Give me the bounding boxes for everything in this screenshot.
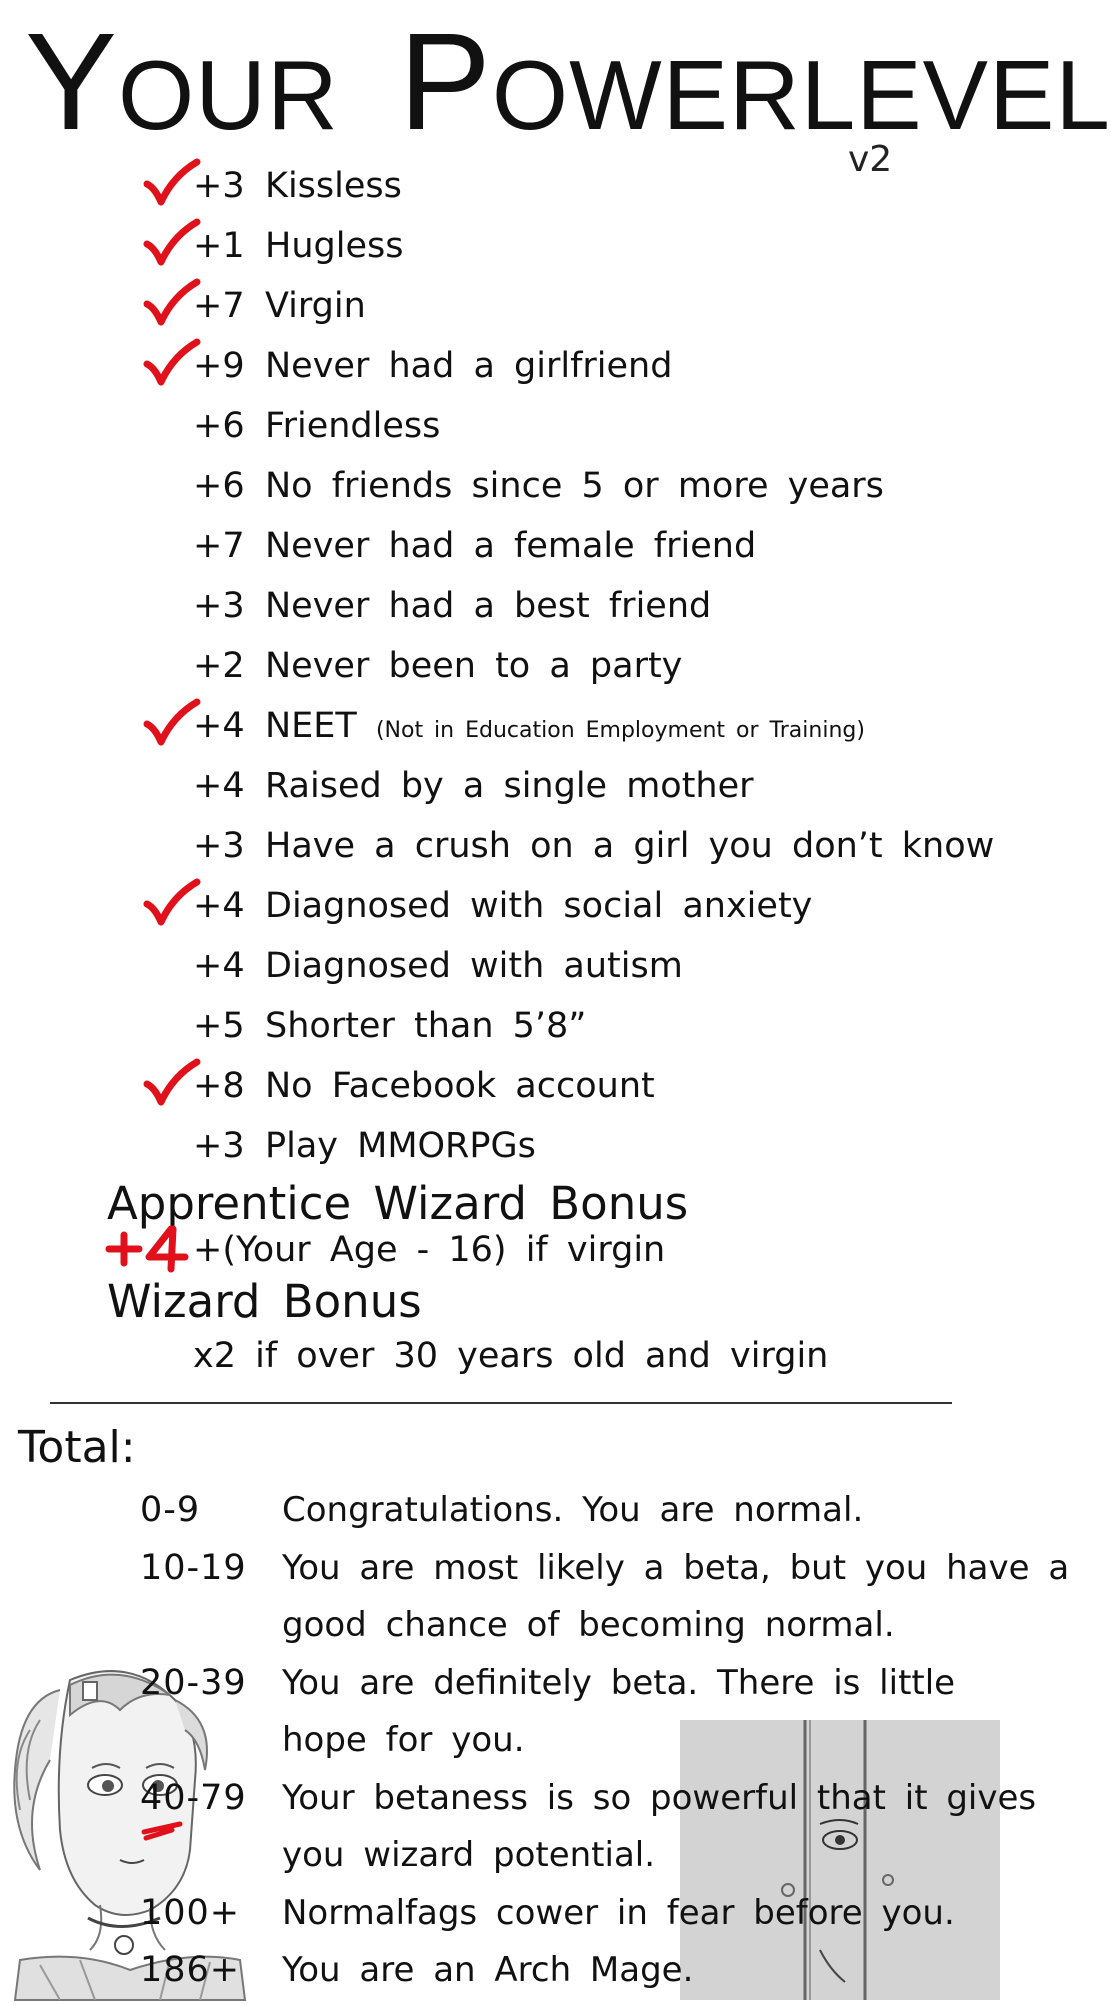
- red-checkmark-icon: [143, 218, 201, 268]
- criterion-points: +4: [193, 886, 245, 926]
- criterion-points: +5: [193, 1006, 245, 1046]
- result-description: you wizard potential.: [282, 1835, 656, 1875]
- red-checkmark-icon: [143, 878, 201, 928]
- criterion-label: [265, 522, 756, 570]
- criterion-label: [265, 402, 440, 450]
- title-rest-1: OUR: [118, 40, 339, 150]
- criterion-text: Diagnosed with social anxiety: [265, 886, 813, 926]
- criterion-points: +6: [193, 466, 245, 506]
- criterion-row: [0, 462, 1000, 510]
- result-description: You are most likely a beta, but you have a: [282, 1547, 1070, 1588]
- criterion-text: Never had a best friend: [265, 586, 712, 626]
- criterion-text: Raised by a single mother: [265, 766, 754, 806]
- red-checkmark-icon: [143, 338, 201, 388]
- wizard-bonus-rule: x2 if over 30 years old and virgin: [193, 1336, 829, 1376]
- criterion-row: [0, 162, 1000, 210]
- result-description: hope for you.: [282, 1720, 525, 1760]
- criterion-label: [265, 822, 994, 870]
- criterion-label: [265, 462, 884, 510]
- handwritten-strike-mark: [140, 1818, 186, 1840]
- apprentice-bonus-rule: +(Your Age - 16) if virgin: [193, 1230, 666, 1270]
- criterion-row: [0, 222, 1000, 270]
- criterion-row: [0, 702, 1000, 750]
- result-description: good chance of becoming normal.: [282, 1605, 895, 1645]
- criterion-label: [265, 222, 403, 270]
- title-initial-y: Y: [25, 5, 119, 159]
- red-checkmark-icon: [143, 698, 201, 748]
- criterion-row: [0, 1122, 1000, 1170]
- criterion-points: +9: [193, 346, 245, 386]
- criterion-points: +3: [193, 586, 245, 626]
- criterion-points: +4: [193, 766, 245, 806]
- criterion-points: +8: [193, 1066, 245, 1106]
- criterion-row: [0, 282, 1000, 330]
- result-range: 40-79: [140, 1777, 247, 1818]
- result-range: 10-19: [140, 1547, 247, 1588]
- criterion-label: [265, 642, 682, 690]
- criterion-text: Kissless: [265, 166, 402, 206]
- criterion-row: [0, 582, 1000, 630]
- criterion-label: [265, 942, 683, 990]
- criterion-points: +7: [193, 286, 245, 326]
- criterion-row: [0, 822, 1000, 870]
- criterion-row: [0, 642, 1000, 690]
- result-description: Congratulations. You are normal.: [282, 1490, 864, 1530]
- version-label: v2: [848, 139, 893, 180]
- criterion-row: [0, 762, 1000, 810]
- criterion-text: Play MMORPGs: [265, 1126, 536, 1166]
- criterion-row: [0, 522, 1000, 570]
- criterion-points: +4: [193, 946, 245, 986]
- criterion-text: Shorter than 5’8”: [265, 1006, 587, 1046]
- wizard-bonus-title: Wizard Bonus: [107, 1275, 422, 1328]
- result-range: 186+: [140, 1950, 241, 1990]
- criterion-label: [265, 1062, 655, 1110]
- result-range: 0-9: [140, 1490, 201, 1530]
- criterion-text: No Facebook account: [265, 1066, 655, 1106]
- criterion-row: [0, 1062, 1000, 1110]
- title-rest-2: OWERLEVEL: [491, 40, 1111, 150]
- criterion-text: No friends since 5 or more years: [265, 466, 884, 506]
- red-checkmark-icon: [143, 158, 201, 208]
- criterion-label: [265, 162, 402, 210]
- criterion-label: [265, 882, 812, 930]
- criterion-points: +3: [193, 166, 245, 206]
- result-description: You are an Arch Mage.: [282, 1950, 694, 1990]
- apprentice-bonus-title: Apprentice Wizard Bonus: [107, 1177, 689, 1230]
- criterion-text: Hugless: [265, 226, 404, 266]
- result-description: Your betaness is so powerful that it gives: [282, 1777, 1037, 1818]
- criterion-points: +3: [193, 826, 245, 866]
- criterion-text: Diagnosed with autism: [265, 946, 683, 986]
- criterion-label: [265, 702, 865, 755]
- result-description: Normalfags cower in fear before you.: [282, 1892, 955, 1933]
- criterion-points: +3: [193, 1126, 245, 1166]
- criterion-row: [0, 942, 1000, 990]
- criterion-text: Have a crush on a girl you don’t know: [265, 826, 995, 866]
- criterion-points: +6: [193, 406, 245, 446]
- criterion-text: Friendless: [265, 406, 441, 446]
- red-checkmark-icon: [143, 278, 201, 328]
- criterion-label: [265, 342, 672, 390]
- criterion-note: (Not in Education Employment or Training): [375, 718, 865, 743]
- criterion-points: +4: [193, 706, 245, 746]
- criterion-text: Never had a girlfriend: [265, 346, 673, 386]
- criterion-label: [265, 1122, 536, 1170]
- criterion-row: [0, 882, 1000, 930]
- criterion-row: [0, 402, 1000, 450]
- handwritten-plus-four: [105, 1223, 191, 1273]
- criterion-text: Virgin: [265, 286, 366, 326]
- criterion-text: NEET: [265, 706, 357, 746]
- criterion-label: [265, 282, 366, 330]
- result-description: You are definitely beta. There is little: [282, 1662, 956, 1703]
- criterion-label: [265, 582, 711, 630]
- criterion-row: [0, 1002, 1000, 1050]
- result-range: 20-39: [140, 1662, 247, 1703]
- red-checkmark-icon: [143, 1058, 201, 1108]
- peeking-figure-icon: [680, 1720, 1000, 2000]
- divider: [50, 1402, 952, 1404]
- page-title: [25, 5, 1111, 159]
- criterion-points: +7: [193, 526, 245, 566]
- title-initial-p: P: [398, 5, 492, 159]
- total-label: Total:: [18, 1422, 136, 1473]
- criterion-label: [265, 1002, 586, 1050]
- criterion-text: Never had a female friend: [265, 526, 757, 566]
- criterion-points: +1: [193, 226, 245, 266]
- result-range: 100+: [140, 1892, 241, 1933]
- criterion-points: +2: [193, 646, 245, 686]
- criterion-label: [265, 762, 754, 810]
- criterion-row: [0, 342, 1000, 390]
- criterion-text: Never been to a party: [265, 646, 683, 686]
